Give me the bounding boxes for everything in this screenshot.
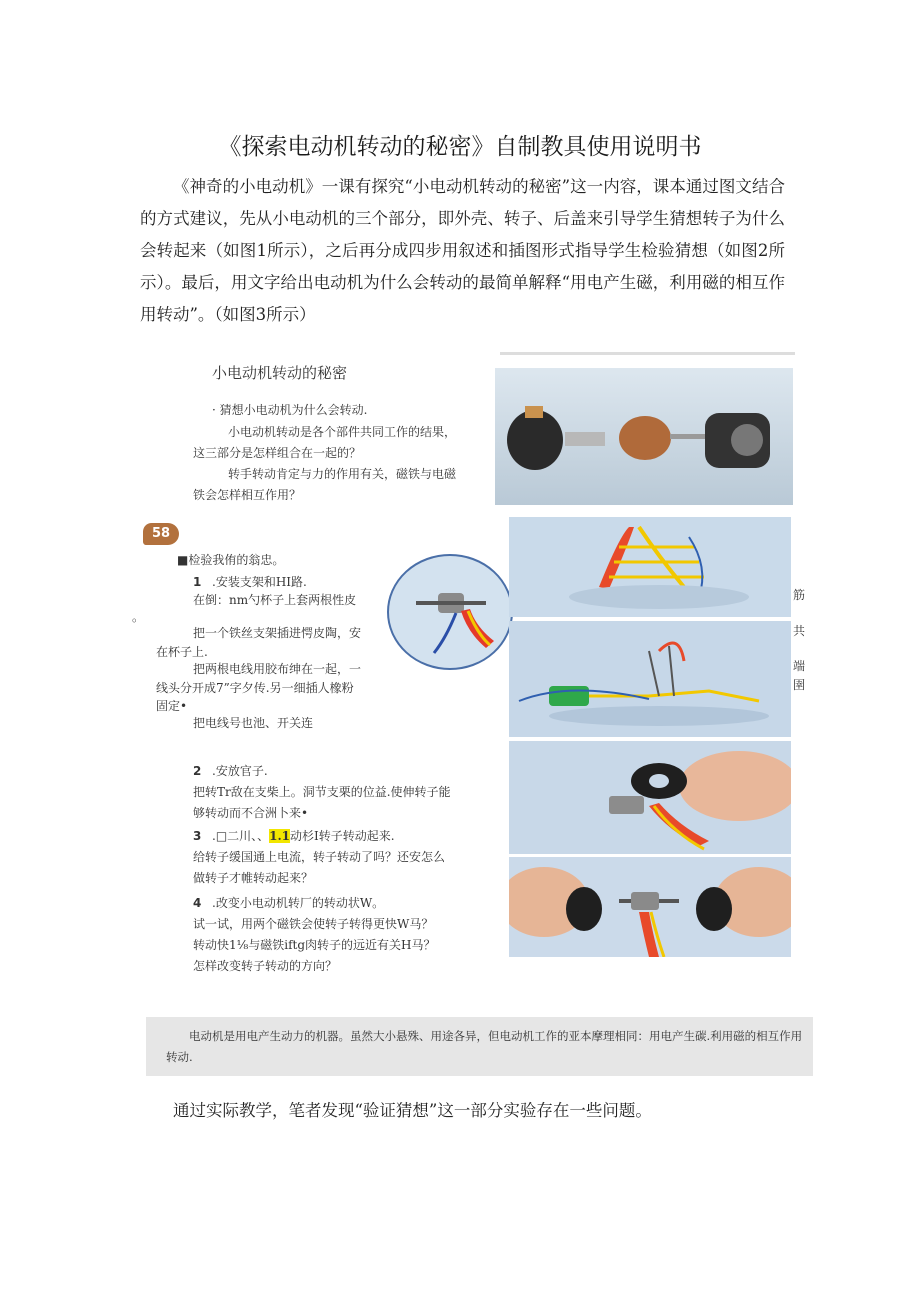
closing-paragraph: 通过实际教学，笔者发现“验证猜想”这一部分实验存在一些问题。 — [173, 1101, 652, 1120]
step2-text-a: 把转Tr敌在支柴上。洞节支栗的位益.使伸转子能 — [193, 785, 451, 799]
step1-title: .安装支架和HI路. — [212, 575, 307, 589]
step1-text-c3: 固定• — [156, 699, 188, 713]
step4-text-c: 怎样改变转子转动的方向？ — [193, 959, 338, 973]
side-char-1: 筋 — [793, 588, 806, 602]
step1-text-a: 在倒：nm勺杯子上套两根性皮 — [193, 593, 357, 607]
step2-title: .安放官子. — [212, 764, 268, 778]
step3-text-a: 给转子缓国通上电流，转子转动了吗？还安怎么 — [193, 850, 446, 864]
step2-text-b: 够转动而不合洲卜来• — [193, 806, 309, 820]
step3-text-b: 做转子才帷转动起来？ — [193, 871, 314, 885]
summary-text: 电动机是用电产生动力的机器。虽然大小悬殊、用途各异，但电动机工作的亚本摩理相同：用电产生碳.利用磁的相互作用转动. — [166, 1029, 803, 1064]
guess-line2: 这三部分是怎样组合在一起的？ — [193, 446, 362, 460]
inset-circle-photo — [386, 553, 514, 671]
step1-text-b1: 把一个铁丝支架插进愕皮陶，安 — [193, 626, 362, 640]
side-char-2: 共 — [793, 624, 806, 638]
page-number-badge: 58 — [143, 523, 179, 545]
guess-line1: 小电动机转动是各个部件共同工作的结果， — [228, 425, 457, 439]
side-char-4: 圉 — [793, 678, 806, 692]
step1-text-d: 把电线号也池、开关连 — [193, 716, 314, 730]
intro-paragraph: 《神奇的小电动机》一课有探究“小电动机转动的秘密”这一内容，课本通过图文结合的方式建议，先从小电动机的三个部分，即外壳、转子、后盖来引导学生猜想转子为什么会转起来（如图1所示），之后再分成四步用叙述和插图形式指导学生检验猜想（如图2所示）。最后，用文字给出电动机为什么会转动的最简单解释“用电产生磁，利用磁的相互作用转动”。（如图3所示） — [140, 177, 785, 324]
step4-text-b: 转动快1⅛与磁铁iftg肉转子的远近有关H马？ — [193, 938, 436, 952]
step1-dot: 。 — [132, 610, 145, 624]
magnet-hand-photo — [509, 741, 791, 854]
guess-line4: 铁会怎样相互作用？ — [193, 488, 302, 502]
figure-top-rule — [500, 352, 795, 355]
step3-number: 3 — [193, 829, 202, 843]
side-char-3: 端 — [793, 659, 806, 673]
document-title: 《探索电动机转动的秘密》自制教具使用说明书 — [218, 134, 702, 160]
guess-line3: 转手转动肯定与力的作用有关，磁铁与电磁 — [228, 467, 457, 481]
step3-highlight: 1.1 — [269, 829, 291, 843]
two-magnets-photo — [509, 857, 791, 957]
step1-text-c2: 线头分开成7”字夕传.另一细插人橡粉 — [156, 681, 354, 695]
step4-text-a: 试一试，用两个磁铁会使转子转得更快W马？ — [193, 917, 434, 931]
step4-number: 4 — [193, 896, 202, 910]
step4-title: .改变小电动机转厂的转动状W。 — [212, 896, 385, 910]
motor-parts-photo — [495, 368, 793, 505]
step2-number: 2 — [193, 764, 202, 778]
textbook-figure — [130, 350, 810, 973]
step3-title-pre: .□二川、、 — [212, 829, 270, 843]
verify-heading: ■检验我侑的翁忠。 — [177, 553, 285, 567]
textbook-heading: 小电动机转动的秘密 — [212, 364, 348, 382]
step3-title-post: 动杉I转子转动起来. — [290, 829, 395, 843]
guess-intro: · 猜想小电动机为什么会转动. — [212, 403, 368, 417]
step1-text-b2: 在杯子上. — [156, 645, 208, 659]
circuit-photo — [509, 621, 791, 737]
stand-wires-photo — [509, 517, 791, 617]
step1-number: 1 — [193, 575, 202, 589]
step1-text-c1: 把两根电线用胶布绅在一起，一 — [193, 662, 362, 676]
